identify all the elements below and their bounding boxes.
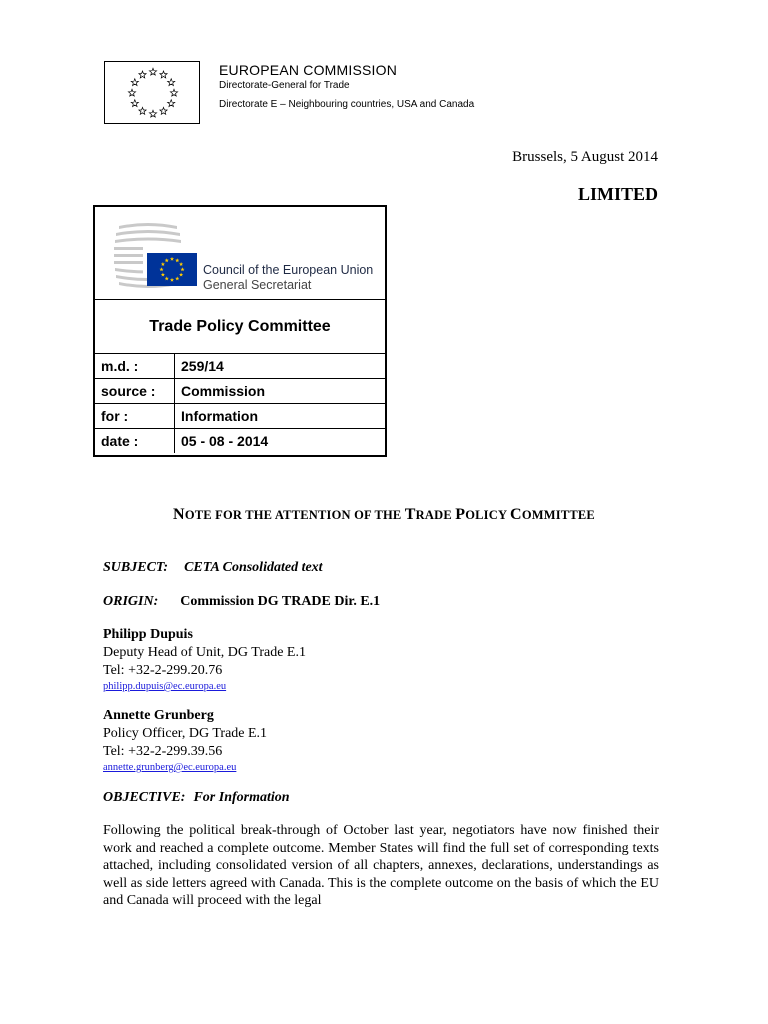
eu-stars-icon [105,62,201,125]
star-icon [139,71,146,78]
star-icon [128,89,135,96]
star-icon [168,100,175,107]
contact-phone: Tel: +32-2-299.20.76 [103,663,223,678]
table-row [95,354,385,379]
council-name-line2: General Secretariat [203,278,312,292]
council-name [203,263,373,293]
letterhead [219,62,474,112]
star-icon [131,100,138,107]
star-icon [170,89,177,96]
contact-phone: Tel: +32-2-299.39.56 [103,744,223,759]
note-title-part: P [455,506,466,523]
organization-name: EUROPEAN COMMISSION [219,62,398,78]
star-icon [149,110,156,117]
directorate: Directorate E – Neighbouring countries, USA and Canada [219,99,475,110]
note-title-part: RADE [415,508,456,522]
objective-label: OBJECTIVE: [103,790,186,805]
meta-value: Information [175,404,386,429]
table-row [95,379,385,404]
star-icon [160,107,167,114]
committee-title: Trade Policy Committee [95,300,385,354]
document-meta-table [95,354,385,453]
contact-email-link[interactable]: philipp.dupuis@ec.europa.eu [103,681,227,692]
meta-key: source : [95,379,175,404]
contact-name: Annette Grunberg [103,708,214,723]
origin-line [103,593,380,611]
note-title-part: OTE FOR THE ATTENTION OF THE [184,508,405,522]
meta-value: Commission [175,379,386,404]
note-title-part: C [510,506,522,523]
meta-value: 05 - 08 - 2014 [181,433,269,449]
contact-email-link[interactable]: annette.grunberg@ec.europa.eu [103,762,237,773]
objective-value: For Information [193,790,290,805]
meta-key: m.d. : [95,354,175,379]
meta-key: for : [95,404,175,429]
contact-name: Philipp Dupuis [103,627,193,642]
table-row [95,429,385,454]
objective-line [103,789,290,807]
table-row [95,404,385,429]
body-paragraph: Following the political break-through of October last year, negotiators have now finished their work and reached a complete outcome. Member States will find the full set of corresponding texts attached, including consolidated version of all chapters, annexes, declarations, understandings as well as side letters agreed with Canada. This is the complete outcome on the basis of which the EU and Canada will proceed with the legal [103,823,659,909]
place-date: Brussels, 5 August 2014 [512,149,658,165]
council-logo [95,207,385,300]
subject-line [103,559,323,577]
star-icon [160,71,167,78]
meta-value: 259/14 [175,354,386,379]
note-title-part: T [404,506,416,523]
star-icon [149,68,156,75]
note-title-part: N [173,506,185,523]
classification: LIMITED [577,184,658,204]
ec-logo [104,61,200,124]
star-icon [168,79,175,86]
star-icon [131,79,138,86]
contact-block [103,626,306,693]
contact-block [103,707,267,774]
origin-value: Commission DG TRADE Dir. E.1 [180,594,381,609]
meta-key: date : [95,429,175,454]
note-title-part: OMMITTEE [521,508,595,522]
eu-flag-icon [147,253,197,286]
council-name-line1: Council of the European Union [203,263,374,277]
subject-value: CETA Consolidated text [184,560,323,575]
contact-role: Deputy Head of Unit, DG Trade E.1 [103,645,306,660]
subject-label: SUBJECT: [103,560,169,575]
star-icon [139,107,146,114]
committee-box [93,205,387,457]
directorate-general: Directorate-General for Trade [219,80,350,91]
note-title [0,506,768,524]
note-title-part: OLICY [465,508,511,522]
origin-label: ORIGIN: [103,594,159,609]
contact-role: Policy Officer, DG Trade E.1 [103,726,268,741]
